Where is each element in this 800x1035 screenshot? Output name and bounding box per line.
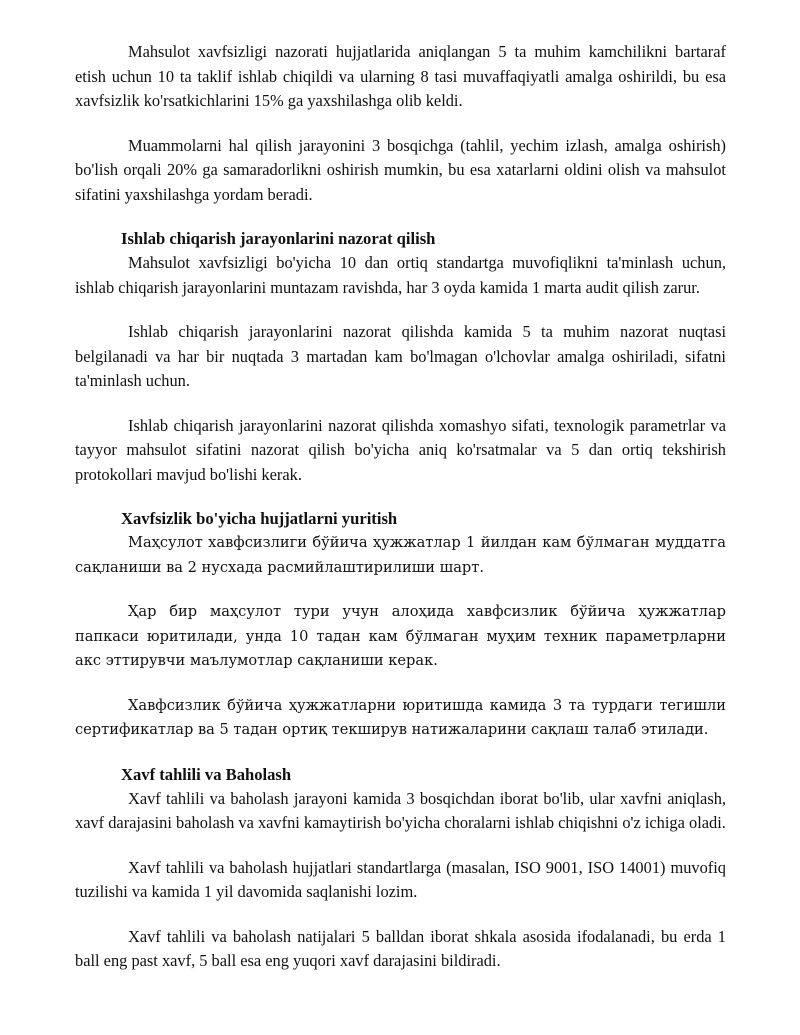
paragraph-inspection-protocols: Ishlab chiqarish jarayonlarini nazorat qilishda xomashyo sifati, texnologik parametrlar va tayyor mahsulot sifatini nazorat qilish bo'yicha aniq ko'rsatmalar va 5 dan ortiq tekshirish protokollari mavjud bo'lishi kerak.: [75, 415, 726, 484]
paragraph-risk-scale: Xavf tahlili va baholash natijalari 5 balldan iborat shkala asosida ifodalanadi, bu erda 1 ball eng past xavf, 5 ball esa eng yuqori xavf darajasini bildiradi.: [75, 926, 726, 970]
paragraph-document-retention: Маҳсулот хавфсизлиги бўйича ҳужжатлар 1 йилдан кам бўлмаган муддатга сақланиши ва 2 нусхада расмийлаштирилиши шарт.: [75, 534, 726, 576]
document-page: [75, 40, 726, 994]
section-heading-risk-analysis: Xavf tahlili va Baholash: [121, 764, 292, 784]
paragraph-iso-standards: Xavf tahlili va baholash hujjatlari standartlarga (masalan, ISO 9001, ISO 14001) muvofiq tuzilishi va kamida 1 yil davomida saqlanishi lozim.: [75, 857, 726, 901]
section-heading-documentation: Xavfsizlik bo'yicha hujjatlarni yuritish: [121, 509, 398, 528]
paragraph-control-points: Ishlab chiqarish jarayonlarini nazorat qilishda kamida 5 ta muhim nazorat nuqtasi belgilanadi va har bir nuqtada 3 martadan kam bo'lmagan o'lchovlar amalga oshiriladi, sifatni ta'minlash uchun.: [75, 322, 726, 390]
paragraph-risk-stages: Xavf tahlili va baholash jarayoni kamida 3 bosqichdan iborat bo'lib, ular xavfni aniqlash, xavf darajasini baholash va xavfni kamaytirish bo'yicha choralarni ishlab chiqishni o'z ichiga oladi.: [75, 788, 726, 832]
paragraph-safety-deficiencies: Mahsulot xavfsizligi nazorati hujjatlarida aniqlangan 5 ta muhim kamchilikni bartaraf etish uchun 10 ta taklif ishlab chiqildi va ularning 8 tasi muvaffaqiyatli amalga oshirildi, bu esa xavfsizlik ko'rsatkichlarini 15% ga yaxshilashga olib keldi.: [75, 42, 726, 110]
paragraph-problem-solving-stages: Muammolarni hal qilish jarayonini 3 bosqichga (tahlil, yechim izlash, amalga oshirish) bo'lish orqali 20% ga samaradorlikni oshirish mumkin, bu esa xatarlarni oldini olish va mahsulot sifatini yaxshilashga yordam beradi.: [75, 135, 726, 204]
paragraph-certificates: Хавфсизлик бўйича ҳужжатларни юритишда камида 3 та турдаги тегишли сертификатлар ва 5 тадан ортиқ текширув натижаларини сақлаш талаб этилади.: [75, 696, 726, 738]
section-heading-production-control: Ishlab chiqarish jarayonlarini nazorat qilish: [121, 229, 436, 248]
paragraph-document-folder: Ҳар бир маҳсулот тури учун алоҳида хавфсизлик бўйича ҳужжатлар папкаси юритилади, унда 10 тадан кам бўлмаган муҳим техник параметрларни акс эттирувчи маълумотлар сақланиши керак.: [75, 603, 726, 669]
paragraph-standards-audit: Mahsulot xavfsizligi bo'yicha 10 dan ortiq standartga muvofiqlikni ta'minlash uchun, ishlab chiqarish jarayonlarini muntazam ravishda, har 3 oyda kamida 1 marta audit qilish zarur.: [75, 253, 726, 297]
